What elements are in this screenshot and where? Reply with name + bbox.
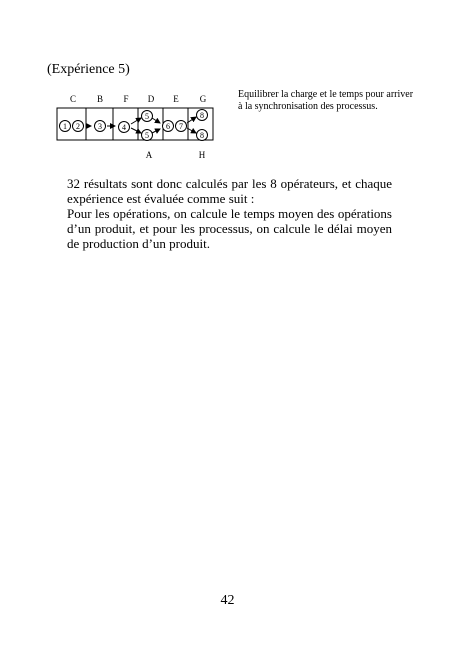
- column-label-c: C: [69, 94, 77, 104]
- paragraph: 32 résultats sont donc calculés par les 8 opérateurs, et chaque expérience est évaluée comme suit :: [67, 176, 392, 206]
- column-label-g: G: [199, 94, 207, 104]
- node: [163, 121, 174, 132]
- column-label-d: D: [147, 94, 155, 104]
- node: [197, 110, 208, 121]
- svg-text:8: 8: [200, 111, 204, 120]
- flow-arrow: [131, 128, 141, 133]
- svg-text:5: 5: [145, 112, 149, 121]
- flow-arrow: [131, 118, 141, 124]
- svg-text:5: 5: [145, 131, 149, 140]
- node: [95, 121, 106, 132]
- svg-text:2: 2: [76, 122, 80, 131]
- paragraph: Pour les opérations, on calcule le temps moyen des opérations d’un produit, et pour les processus, on calcule le délai moyen de production d’un produit.: [67, 206, 392, 251]
- page-number: 42: [220, 593, 235, 608]
- diagram-note: Equilibrer la charge et le temps pour arriver à la synchronisation des processus.: [238, 89, 414, 112]
- node: [119, 122, 130, 133]
- column-label-e: E: [173, 94, 179, 104]
- node: [197, 130, 208, 141]
- svg-text:6: 6: [166, 122, 170, 131]
- svg-text:1: 1: [63, 122, 67, 131]
- svg-text:3: 3: [98, 122, 102, 131]
- bottom-label-a: A: [145, 150, 153, 160]
- node: [176, 121, 187, 132]
- process-diagram: [55, 88, 225, 168]
- node: [73, 121, 84, 132]
- svg-text:8: 8: [200, 131, 204, 140]
- flow-arrow: [152, 129, 160, 133]
- process-diagram-svg: [55, 88, 225, 163]
- column-label-f: F: [123, 94, 129, 104]
- svg-text:7: 7: [179, 122, 183, 131]
- node: [142, 130, 153, 141]
- section-title: (Expérience 5): [47, 62, 130, 77]
- node: [142, 111, 153, 122]
- bottom-label-h: H: [198, 150, 206, 160]
- svg-text:4: 4: [122, 123, 126, 132]
- node: [60, 121, 71, 132]
- body-text: [67, 176, 392, 251]
- flow-arrow: [152, 118, 160, 123]
- column-label-b: B: [96, 94, 104, 104]
